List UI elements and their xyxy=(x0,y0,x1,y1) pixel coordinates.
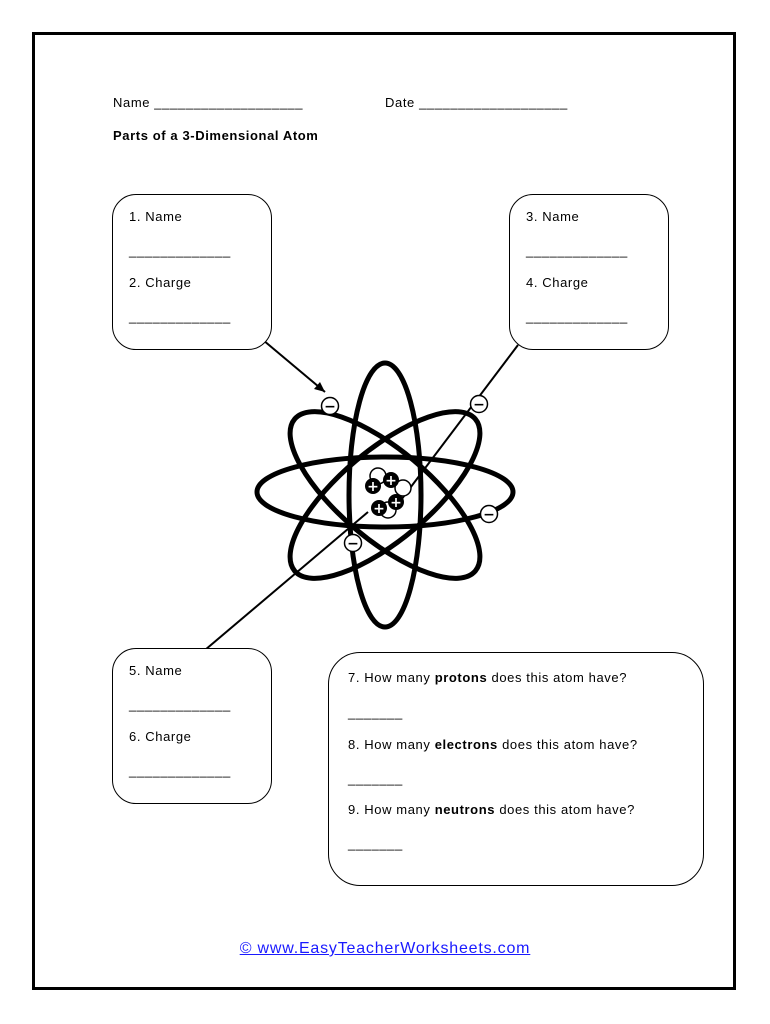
question-7: 7. How many protons does this atom have? xyxy=(348,670,628,685)
keyword-neutrons: neutrons xyxy=(434,802,496,817)
answer-9-blank[interactable]: _______ xyxy=(348,836,403,851)
electron xyxy=(481,506,498,524)
answer-7-blank[interactable]: _______ xyxy=(348,705,403,720)
question-2-label: 2. Charge xyxy=(129,275,192,290)
svg-text:−: − xyxy=(324,399,336,415)
footer-link[interactable]: © www.EasyTeacherWorksheets.com xyxy=(239,940,531,957)
answer-4-blank[interactable]: _____________ xyxy=(526,309,628,324)
answer-6-blank[interactable]: _____________ xyxy=(129,763,231,778)
answer-box-2 xyxy=(509,194,669,350)
svg-text:−: − xyxy=(347,536,359,552)
nucleus xyxy=(365,468,411,518)
worksheet-title: Parts of a 3-Dimensional Atom xyxy=(113,128,319,143)
date-field-label: Date ___________________ xyxy=(385,95,568,110)
proton-sign: + xyxy=(390,495,402,511)
answer-1-blank[interactable]: _____________ xyxy=(129,243,231,258)
keyword-electrons: electrons xyxy=(434,737,498,752)
electron xyxy=(345,535,362,553)
name-field-label: Name ___________________ xyxy=(113,95,304,110)
svg-text:−: − xyxy=(483,507,495,523)
question-4-label: 4. Charge xyxy=(526,275,589,290)
question-6-label: 6. Charge xyxy=(129,729,192,744)
svg-text:−: − xyxy=(473,397,485,413)
orbit-vertical xyxy=(349,363,421,627)
question-1-label: 1. Name xyxy=(129,209,183,224)
orbit-diagonal-a xyxy=(266,385,505,606)
questions-box xyxy=(328,652,704,886)
answer-8-blank[interactable]: _______ xyxy=(348,771,403,786)
footer xyxy=(0,940,770,958)
electron xyxy=(322,398,339,416)
proton-sign: + xyxy=(385,473,397,489)
question-3-label: 3. Name xyxy=(526,209,580,224)
electron xyxy=(471,396,488,414)
answer-3-blank[interactable]: _____________ xyxy=(526,243,628,258)
pointer-line-box1 xyxy=(263,340,325,392)
question-8: 8. How many electrons does this atom have? xyxy=(348,737,638,752)
proton-sign: + xyxy=(367,479,379,495)
orbit-diagonal-b xyxy=(266,385,505,606)
pointer-line-box3 xyxy=(205,512,368,650)
question-5-label: 5. Name xyxy=(129,663,183,678)
proton-sign: + xyxy=(373,501,385,517)
keyword-protons: protons xyxy=(434,670,488,685)
answer-2-blank[interactable]: _____________ xyxy=(129,309,231,324)
answer-box-3 xyxy=(112,648,272,804)
question-9: 9. How many neutrons does this atom have? xyxy=(348,802,635,817)
answer-box-1 xyxy=(112,194,272,350)
answer-5-blank[interactable]: _____________ xyxy=(129,697,231,712)
